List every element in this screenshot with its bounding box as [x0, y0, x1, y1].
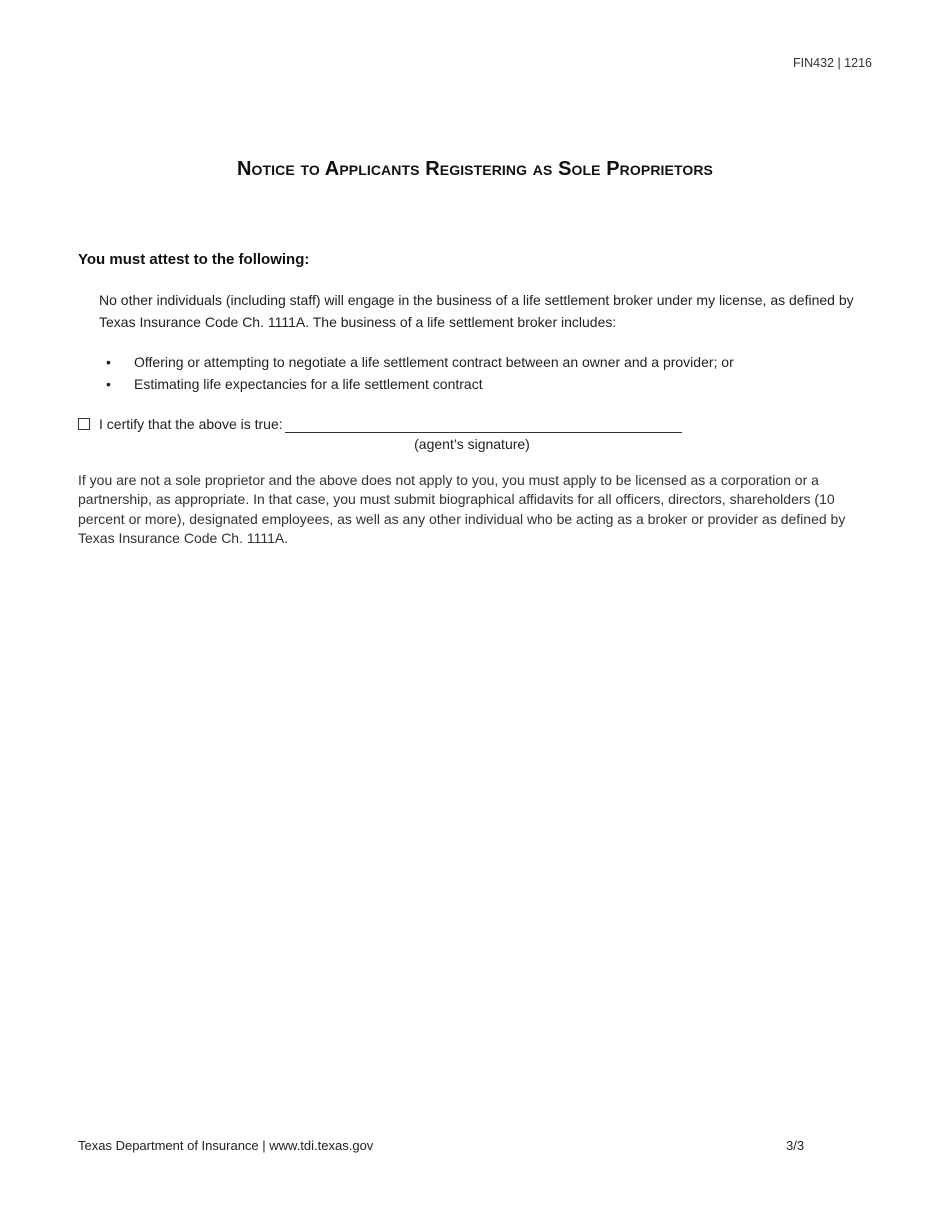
certify-checkbox[interactable] — [78, 418, 90, 430]
disclaimer-paragraph: If you are not a sole proprietor and the above does not apply to you, you must apply to be licensed as a corporation or a partnership, as appropriate. In that case, you must submit biographical affidavits for all officers, directors, shareholders (10 percent or more), designated employees, as well as any other individual who be acting as a broker or provider as defined by Texas Insurance Code Ch. 1111A. — [78, 472, 846, 546]
bullet-icon: • — [106, 376, 111, 392]
certify-row — [78, 413, 682, 435]
list-item-text: Offering or attempting to negotiate a life settlement contract between an owner and a provider; or — [134, 354, 734, 370]
bullet-icon: • — [106, 354, 111, 370]
form-code: FIN432 | 1216 — [793, 56, 872, 70]
list-item — [99, 373, 889, 395]
attest-list — [99, 351, 889, 395]
attest-intro: No other individuals (including staff) will engage in the business of a life settlement broker under my license, as defined by Texas Insurance Code Ch. 1111A. The business of a life settlement broker includes: — [99, 292, 854, 330]
certify-label: I certify that the above is true: — [99, 416, 283, 432]
signature-field[interactable] — [285, 416, 682, 433]
list-item-text: Estimating life expectancies for a life settlement contract — [134, 376, 483, 392]
signature-caption: (agent’s signature) — [414, 436, 530, 452]
page-title: Notice to Applicants Registering as Sole Proprietors — [237, 158, 713, 180]
page-number: 3/3 — [786, 1138, 805, 1153]
list-item — [99, 351, 889, 373]
footer-agency: Texas Department of Insurance | www.tdi.texas.gov — [78, 1138, 374, 1153]
attest-heading: You must attest to the following: — [78, 251, 310, 268]
